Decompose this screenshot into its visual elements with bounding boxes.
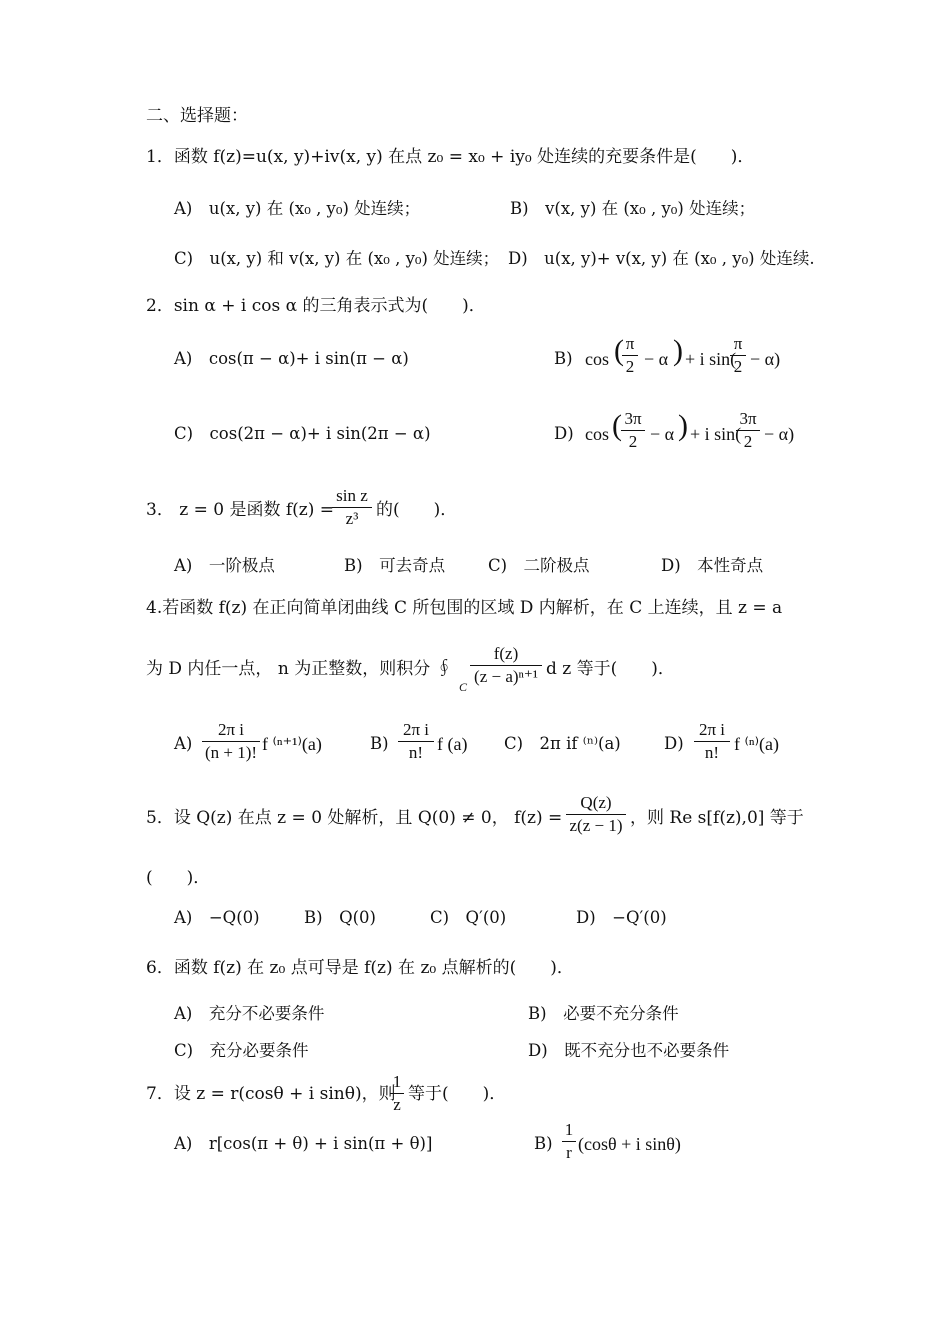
stem-text: 7．设 z = r(cosθ + i sinθ)，则 <box>146 1084 396 1104</box>
fraction-numerator: 2π i <box>217 720 245 739</box>
pi-over-2-fraction <box>730 334 746 376</box>
q-over-z-fraction <box>566 793 626 835</box>
question-2-option-c: C) cos(2π − α)+ i sin(2π − α) <box>174 424 431 443</box>
fraction-numerator: Q(z) <box>580 793 612 812</box>
three-pi-over-2-fraction <box>736 409 760 451</box>
question-4-option-c: C) 2π if ⁽ⁿ⁾(a) <box>504 734 621 753</box>
fraction-denominator: z³ <box>345 508 359 528</box>
minus-alpha-close: − α) <box>750 349 781 369</box>
option-expression: f ⁽ⁿ⁺¹⁾(a) <box>262 734 322 754</box>
fraction-numerator: π <box>733 334 743 353</box>
fraction-numerator: π <box>625 334 635 353</box>
option-expression: (cosθ + i sinθ) <box>578 1134 681 1154</box>
left-paren: ( <box>614 334 624 367</box>
question-1-stem: 1．函数 f(z)=u(x, y)+iv(x, y) 在点 z₀ = x₀ + iy₀ 处连续的充要条件是( )． <box>146 147 755 167</box>
right-paren: ) <box>673 334 683 367</box>
question-3-option-c: C) 二阶极点 <box>488 556 590 575</box>
question-1-option-c: C) u(x, y) 和 v(x, y) 在 (x₀ , y₀) 处连续； <box>174 249 500 268</box>
stem-text: 为 D 内任一点， n 为正整数，则积分 ∮ <box>146 659 453 679</box>
fraction-numerator: 3π <box>624 409 642 428</box>
question-5-option-b: B) Q(0) <box>304 908 376 927</box>
question-3-option-b: B) 可去奇点 <box>344 556 446 575</box>
left-paren: ( <box>612 409 622 442</box>
question-5-option-d: D) −Q′(0) <box>576 908 667 927</box>
fraction-denominator: 2 <box>628 431 638 451</box>
fraction-denominator: 2 <box>743 431 753 451</box>
right-paren: ) <box>678 409 688 442</box>
three-pi-over-2-fraction <box>621 409 645 451</box>
fraction-denominator: r <box>566 1142 572 1162</box>
i-sin-text: + i sin( <box>690 424 742 444</box>
option-label: B) <box>370 734 389 753</box>
question-6-option-d: D) 既不充分也不必要条件 <box>528 1041 730 1060</box>
i-sin-text: + i sin( <box>685 349 737 369</box>
fraction-denominator: z(z − 1) <box>569 815 623 835</box>
fraction-denominator: n! <box>408 742 424 762</box>
fraction-denominator: (z − a)ⁿ⁺¹ <box>474 666 538 686</box>
option-expression: f (a) <box>437 734 468 754</box>
question-6-stem: 6．函数 f(z) 在 z₀ 点可导是 f(z) 在 z₀ 点解析的( )． <box>146 958 574 978</box>
cos-text: cos <box>585 424 609 444</box>
question-4-stem-line-1: 4.若函数 f(z) 在正向简单闭曲线 C 所包围的区域 D 内解析，在 C 上连续，且 z = a <box>146 598 783 618</box>
contour-subscript: C <box>459 680 468 694</box>
option-fraction <box>398 720 434 762</box>
sin-z-over-z-cubed <box>332 486 372 528</box>
fraction-numerator: 3π <box>739 409 757 428</box>
stem-text-end: 等于( )． <box>408 1084 507 1104</box>
cos-text: cos <box>585 349 609 369</box>
option-label: B) <box>554 349 573 368</box>
question-6-option-c: C) 充分必要条件 <box>174 1041 309 1060</box>
fraction-numerator: 1 <box>564 1120 574 1139</box>
question-6-option-b: B) 必要不充分条件 <box>528 1004 679 1023</box>
fraction-denominator: (n + 1)! <box>204 742 258 762</box>
question-1-option-a: A) u(x, y) 在 (x₀ , y₀) 处连续； <box>174 199 421 218</box>
option-fraction <box>694 720 730 762</box>
fraction-denominator: 2 <box>733 356 743 376</box>
question-1-option-b: B) v(x, y) 在 (x₀ , y₀) 处连续； <box>510 199 756 218</box>
question-5-option-a: A) −Q(0) <box>174 908 260 927</box>
option-label: D) <box>554 424 574 443</box>
fraction-numerator: 2π i <box>402 720 430 739</box>
stem-text-end: 的( )． <box>376 500 458 520</box>
question-1-option-d: D) u(x, y)+ v(x, y) 在 (x₀ , y₀) 处连续. <box>508 249 815 268</box>
stem-text-end: d z 等于( )． <box>546 659 675 679</box>
question-3-option-d: D) 本性奇点 <box>661 556 764 575</box>
stem-text: 3． z = 0 是函数 f(z) = <box>146 500 335 520</box>
option-expression: f ⁽ⁿ⁾(a) <box>734 734 779 754</box>
fraction-numerator: f(z) <box>493 644 519 663</box>
integrand-fraction <box>470 644 542 686</box>
question-2-option-a: A) cos(π − α)+ i sin(π − α) <box>174 349 409 368</box>
section-title: 二、选择题： <box>146 106 248 126</box>
fraction-numerator: sin z <box>336 486 368 505</box>
fraction-numerator: 1 <box>392 1072 402 1091</box>
fraction-denominator: n! <box>704 742 720 762</box>
minus-alpha: − α <box>644 349 669 369</box>
question-5-option-c: C) Q′(0) <box>430 908 507 927</box>
minus-alpha: − α <box>650 424 675 444</box>
one-over-r-fraction <box>562 1120 576 1162</box>
question-2-stem: 2．sin α + i cos α 的三角表示式为( )． <box>146 296 486 316</box>
question-7-option-a: A) r[cos(π + θ) + i sin(π + θ)] <box>174 1134 433 1153</box>
option-fraction <box>202 720 260 762</box>
option-label: D) <box>664 734 684 753</box>
minus-alpha-close: − α) <box>764 424 795 444</box>
pi-over-2-fraction <box>622 334 638 376</box>
stem-text-end: ，则 Re s[f(z),0] 等于 <box>630 808 804 828</box>
stem-text: 5．设 Q(z) 在点 z = 0 处解析，且 Q(0) ≠ 0， f(z) = <box>146 808 563 828</box>
question-6-option-a: A) 充分不必要条件 <box>174 1004 325 1023</box>
fraction-denominator: 2 <box>625 356 635 376</box>
option-label: A) <box>174 734 193 753</box>
option-label: B) <box>534 1134 553 1153</box>
question-5-answer-blank: ( )． <box>146 868 211 888</box>
fraction-numerator: 2π i <box>698 720 726 739</box>
fraction-denominator: z <box>393 1094 401 1114</box>
question-3-option-a: A) 一阶极点 <box>174 556 275 575</box>
one-over-z-fraction <box>390 1072 404 1114</box>
